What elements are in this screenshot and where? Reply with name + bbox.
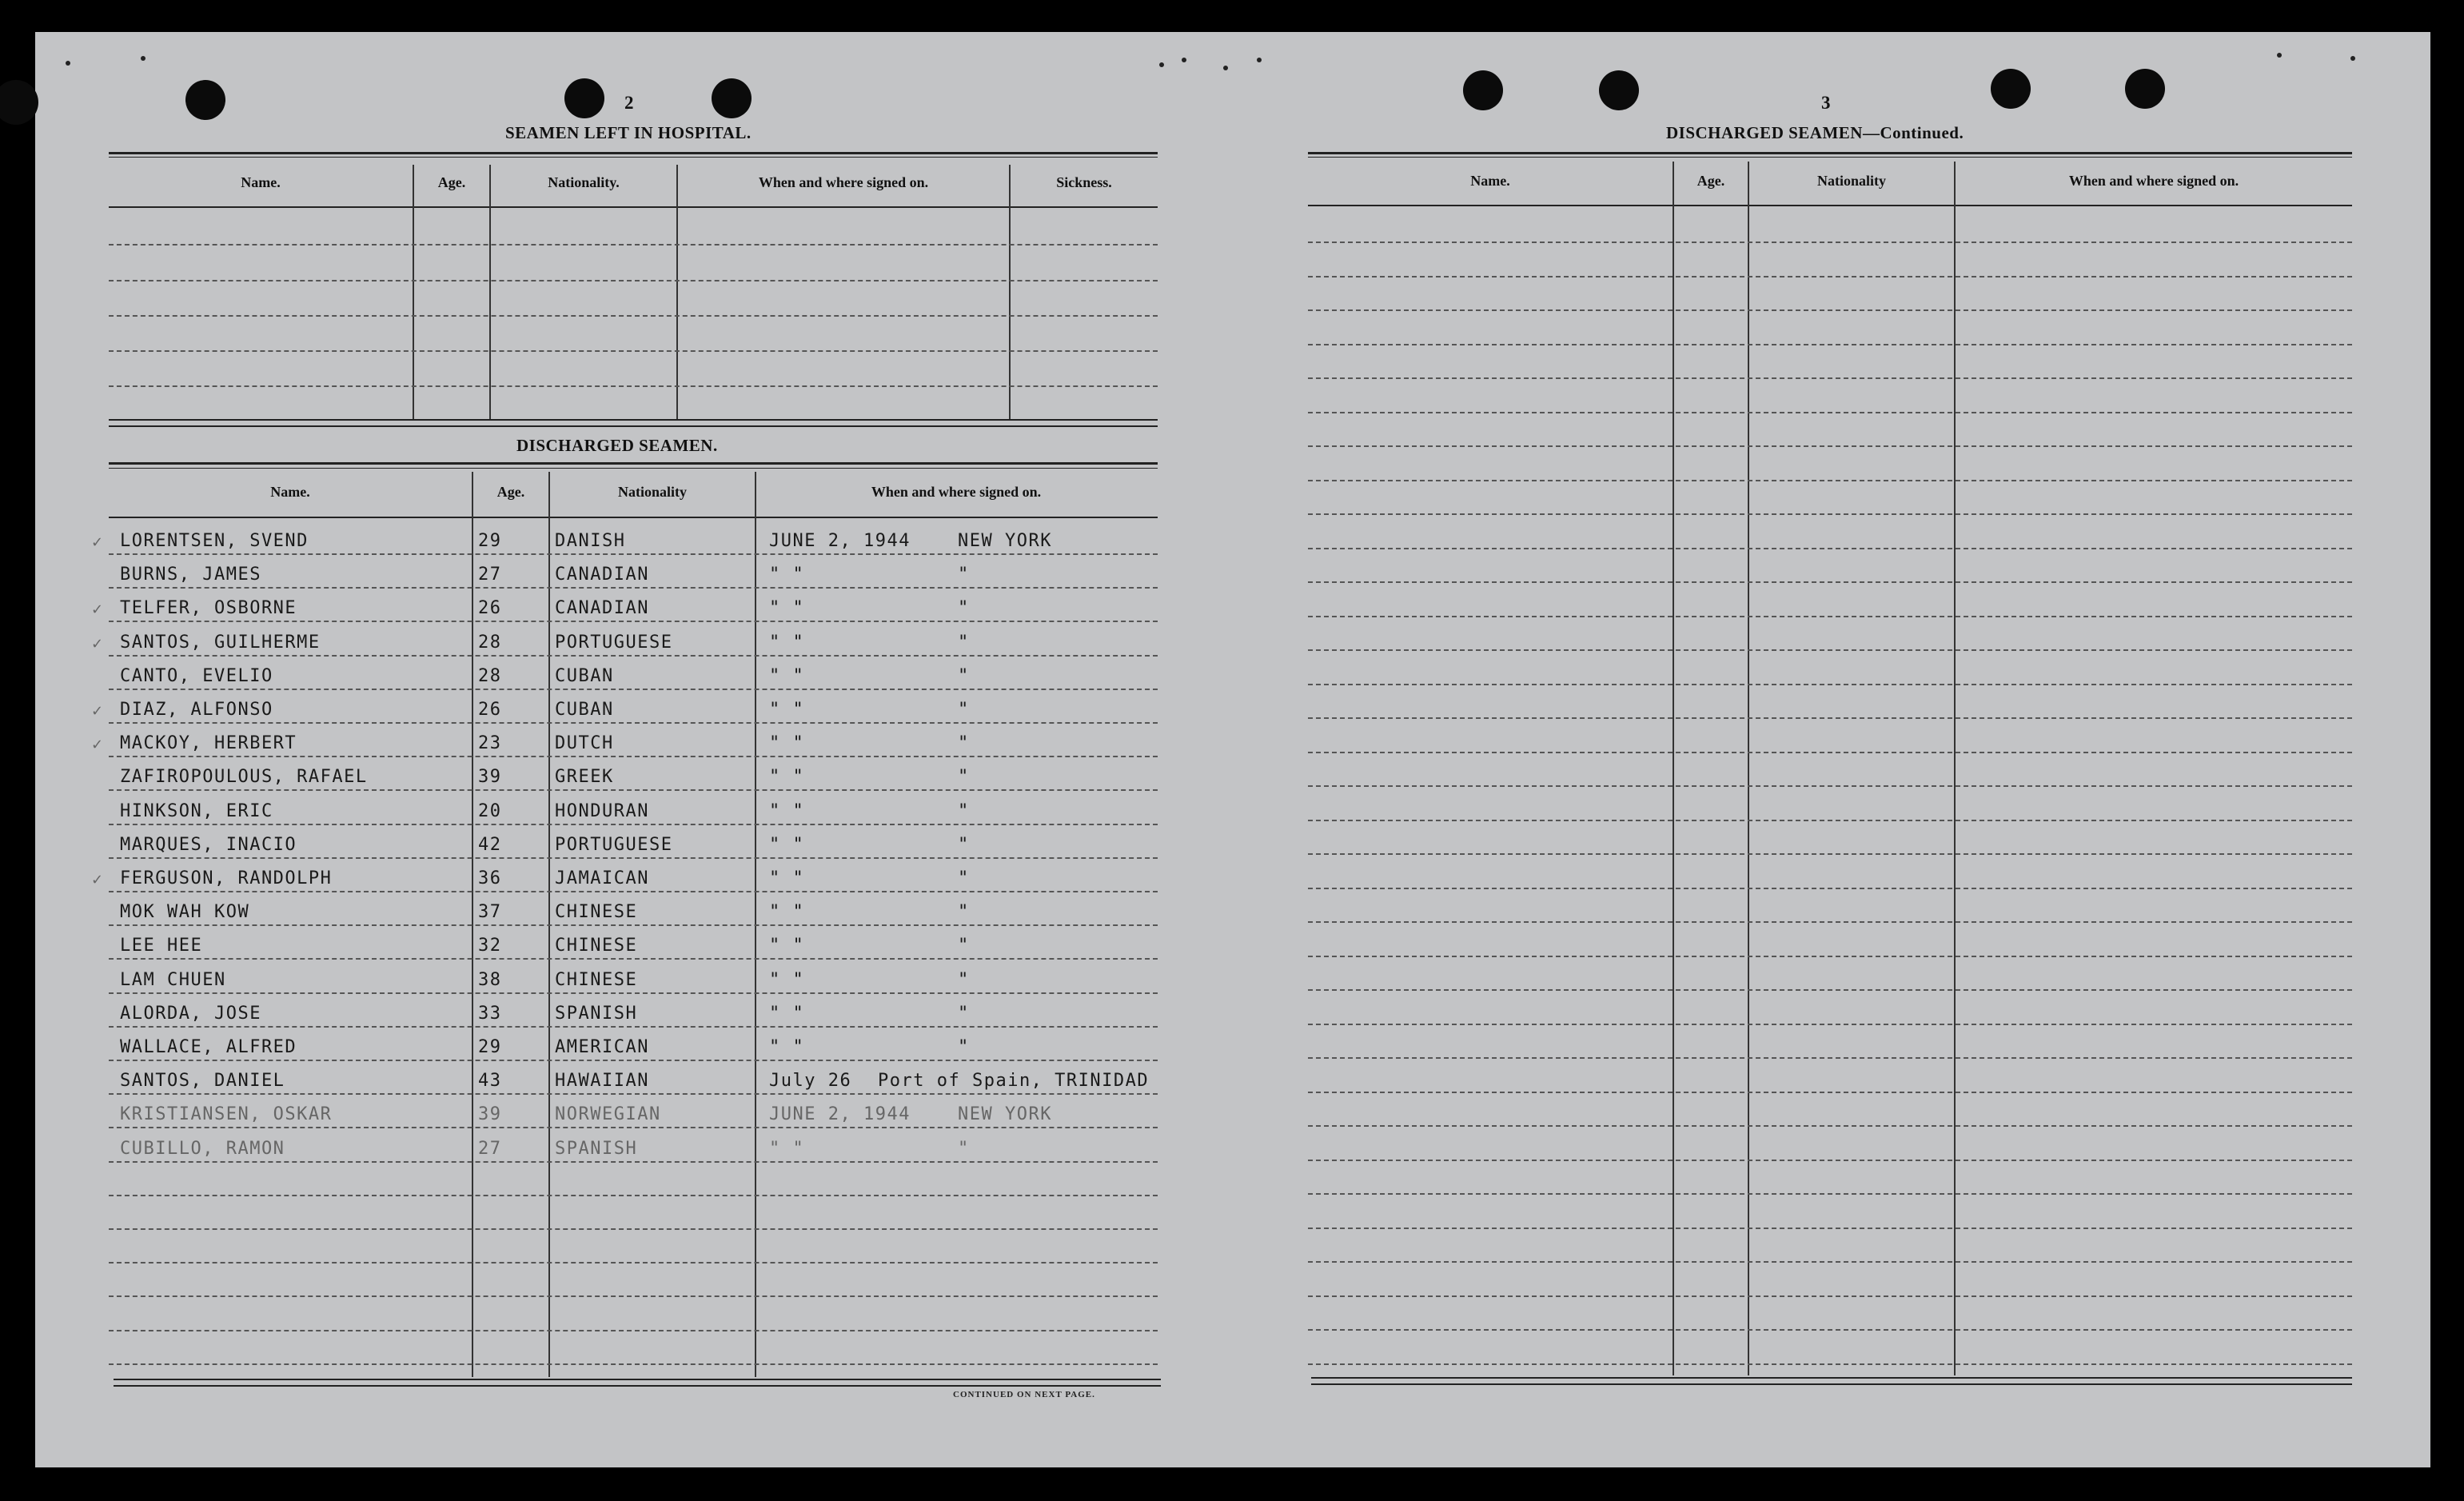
speck bbox=[66, 61, 70, 66]
signed-on-place: " bbox=[958, 632, 970, 653]
right-row-rule bbox=[1308, 989, 2352, 991]
seaman-age: 27 bbox=[478, 1138, 502, 1159]
discharged-header-rule bbox=[109, 517, 1158, 518]
signed-on-date: " " bbox=[769, 1037, 805, 1057]
discharged-row-rule bbox=[109, 992, 1158, 994]
seaman-name: CUBILLO, RAMON bbox=[120, 1138, 285, 1159]
punch-hole bbox=[0, 80, 38, 125]
signed-on-place: " bbox=[958, 936, 970, 956]
signed-on-date: " " bbox=[769, 1003, 805, 1024]
discharged-row-rule bbox=[109, 1161, 1158, 1163]
seaman-age: 32 bbox=[478, 936, 502, 956]
right-row-rule bbox=[1308, 513, 2352, 515]
seaman-name: WALLACE, ALFRED bbox=[120, 1037, 297, 1057]
seaman-name: KRISTIANSEN, OSKAR bbox=[120, 1104, 333, 1125]
discharged-row-rule bbox=[109, 1363, 1158, 1365]
discharged-row-rule bbox=[109, 655, 1158, 657]
hospital-row-rule bbox=[109, 315, 1158, 317]
seaman-age: 43 bbox=[478, 1071, 502, 1092]
right-row-rule bbox=[1308, 752, 2352, 753]
right-row-rule bbox=[1308, 309, 2352, 311]
right-row-rule bbox=[1308, 1160, 2352, 1161]
speck bbox=[141, 56, 146, 61]
punch-hole bbox=[185, 80, 225, 120]
check-mark-icon: ✓ bbox=[91, 601, 104, 619]
continued-note: CONTINUED ON NEXT PAGE. bbox=[953, 1390, 1095, 1399]
punch-hole bbox=[2125, 69, 2165, 109]
signed-on-place: " bbox=[958, 700, 970, 720]
signed-on-date: " " bbox=[769, 902, 805, 923]
seaman-nationality: PORTUGUESE bbox=[555, 834, 673, 855]
right-col-signed-on: When and where signed on. bbox=[2068, 173, 2239, 189]
right-row-rule bbox=[1308, 1261, 2352, 1263]
seaman-name: SANTOS, DANIEL bbox=[120, 1071, 285, 1092]
right-row-rule bbox=[1308, 1295, 2352, 1297]
seaman-nationality: CANADIAN bbox=[555, 598, 649, 619]
right-row-rule bbox=[1308, 1228, 2352, 1229]
seaman-nationality: CANADIAN bbox=[555, 565, 649, 585]
discharged-row-rule bbox=[109, 1026, 1158, 1028]
signed-on-place: " bbox=[958, 1037, 970, 1057]
right-row-rule bbox=[1308, 820, 2352, 821]
seaman-nationality: SPANISH bbox=[555, 1138, 638, 1159]
seaman-name: HINKSON, ERIC bbox=[120, 800, 273, 821]
discharged-row-rule bbox=[109, 1127, 1158, 1128]
seaman-age: 39 bbox=[478, 767, 502, 788]
speck bbox=[1257, 58, 1262, 62]
seaman-nationality: AMERICAN bbox=[555, 1037, 649, 1057]
right-top-rule-thin bbox=[1308, 157, 2352, 158]
discharged-row-rule bbox=[109, 1295, 1158, 1297]
signed-on-place: " bbox=[958, 969, 970, 990]
right-row-rule bbox=[1308, 548, 2352, 549]
check-mark-icon: ✓ bbox=[91, 635, 104, 653]
right-row-rule bbox=[1308, 853, 2352, 855]
signed-on-date: " " bbox=[769, 834, 805, 855]
right-row-rule bbox=[1308, 412, 2352, 413]
seaman-age: 42 bbox=[478, 834, 502, 855]
right-row-rule bbox=[1308, 242, 2352, 243]
right-row-rule bbox=[1308, 888, 2352, 889]
hospital-col-nationality: Nationality. bbox=[548, 174, 620, 190]
speck bbox=[2350, 56, 2355, 61]
right-col-name: Name. bbox=[1470, 173, 1510, 189]
seaman-age: 38 bbox=[478, 969, 502, 990]
seaman-age: 26 bbox=[478, 700, 502, 720]
discharged-row-rule bbox=[109, 1195, 1158, 1196]
right-row-rule bbox=[1308, 1125, 2352, 1127]
discharged-row-rule bbox=[109, 689, 1158, 690]
right-row-rule bbox=[1308, 480, 2352, 481]
right-row-rule bbox=[1308, 1024, 2352, 1025]
discharged-row-rule bbox=[109, 756, 1158, 757]
seaman-age: 33 bbox=[478, 1003, 502, 1024]
seaman-nationality: CUBAN bbox=[555, 665, 614, 686]
seaman-nationality: CHINESE bbox=[555, 936, 638, 956]
signed-on-date: " " bbox=[769, 767, 805, 788]
hospital-col-signed-on: When and where signed on. bbox=[758, 174, 929, 190]
signed-on-place: " bbox=[958, 767, 970, 788]
speck bbox=[1182, 58, 1186, 62]
signed-on-date: " " bbox=[769, 700, 805, 720]
right-top-rule bbox=[1308, 152, 2352, 154]
hospital-divider bbox=[413, 165, 414, 421]
seaman-nationality: PORTUGUESE bbox=[555, 632, 673, 653]
seaman-name: CANTO, EVELIO bbox=[120, 665, 273, 686]
punch-hole bbox=[712, 78, 752, 118]
signed-on-place: " bbox=[958, 800, 970, 821]
hospital-row-rule bbox=[109, 280, 1158, 281]
discharged-row-rule bbox=[109, 621, 1158, 622]
seaman-name: LEE HEE bbox=[120, 936, 203, 956]
right-row-rule bbox=[1308, 581, 2352, 583]
signed-on-date: July 26 bbox=[769, 1071, 852, 1092]
signed-on-place: NEW YORK bbox=[958, 531, 1052, 551]
signed-on-place: Port of Spain, TRINIDAD bbox=[878, 1071, 1150, 1092]
seaman-name: FERGUSON, RANDOLPH bbox=[120, 868, 333, 888]
discharged-bottom-rule bbox=[114, 1385, 1161, 1387]
seaman-age: 36 bbox=[478, 868, 502, 888]
seaman-name: DIAZ, ALFONSO bbox=[120, 700, 273, 720]
seaman-name: TELFER, OSBORNE bbox=[120, 598, 297, 619]
seaman-nationality: CHINESE bbox=[555, 902, 638, 923]
hospital-bottom-rule bbox=[109, 425, 1158, 427]
hospital-section-title: SEAMEN LEFT IN HOSPITAL. bbox=[505, 123, 752, 142]
seaman-nationality: SPANISH bbox=[555, 1003, 638, 1024]
seaman-age: 29 bbox=[478, 1037, 502, 1057]
signed-on-place: " bbox=[958, 565, 970, 585]
right-row-rule bbox=[1308, 956, 2352, 957]
speck bbox=[1223, 66, 1228, 70]
right-row-rule bbox=[1308, 344, 2352, 345]
discharged-row-rule bbox=[109, 891, 1158, 892]
discharged-row-rule bbox=[109, 1228, 1158, 1230]
seaman-age: 29 bbox=[478, 531, 502, 551]
check-mark-icon: ✓ bbox=[91, 534, 104, 551]
right-row-rule bbox=[1308, 649, 2352, 651]
hospital-row-rule bbox=[109, 244, 1158, 246]
seaman-name: MOK WAH KOW bbox=[120, 902, 250, 923]
right-row-rule bbox=[1308, 921, 2352, 923]
right-section-title: DISCHARGED SEAMEN—Continued. bbox=[1666, 123, 1964, 142]
page-number-left: 2 bbox=[624, 93, 634, 113]
right-row-rule bbox=[1308, 377, 2352, 379]
seaman-age: 27 bbox=[478, 565, 502, 585]
seaman-age: 20 bbox=[478, 800, 502, 821]
discharged-row-rule bbox=[109, 553, 1158, 555]
discharged-row-rule bbox=[109, 924, 1158, 926]
discharged-row-rule bbox=[109, 789, 1158, 791]
discharged-top-rule bbox=[109, 462, 1158, 465]
right-row-rule bbox=[1308, 717, 2352, 719]
signed-on-date: " " bbox=[769, 598, 805, 619]
right-bottom-rule bbox=[1311, 1383, 2352, 1385]
right-row-rule bbox=[1308, 1363, 2352, 1365]
check-mark-icon: ✓ bbox=[91, 703, 104, 720]
discharged-row-rule bbox=[109, 722, 1158, 724]
seaman-nationality: JAMAICAN bbox=[555, 868, 649, 888]
right-row-rule bbox=[1308, 785, 2352, 787]
signed-on-place: " bbox=[958, 665, 970, 686]
signed-on-date: " " bbox=[769, 969, 805, 990]
seaman-nationality: CHINESE bbox=[555, 969, 638, 990]
punch-hole bbox=[1991, 69, 2031, 109]
signed-on-date: " " bbox=[769, 565, 805, 585]
hospital-col-name: Name. bbox=[241, 174, 281, 190]
signed-on-place: " bbox=[958, 733, 970, 754]
discharged-col-nationality: Nationality bbox=[617, 484, 687, 500]
discharged-row-rule bbox=[109, 1060, 1158, 1061]
right-col-nationality: Nationality bbox=[1816, 173, 1886, 189]
right-row-rule bbox=[1308, 1329, 2352, 1331]
hospital-top-rule bbox=[109, 152, 1158, 154]
hospital-header-rule bbox=[109, 206, 1158, 208]
right-col-age: Age. bbox=[1696, 173, 1725, 189]
page-number-right: 3 bbox=[1821, 93, 1831, 113]
discharged-row-rule bbox=[109, 1330, 1158, 1331]
seaman-name: MARQUES, INACIO bbox=[120, 834, 297, 855]
hospital-top-rule-thin bbox=[109, 157, 1158, 158]
signed-on-date: " " bbox=[769, 632, 805, 653]
right-row-rule bbox=[1308, 445, 2352, 447]
signed-on-place: " bbox=[958, 598, 970, 619]
discharged-bottom-rule bbox=[114, 1379, 1161, 1380]
seaman-nationality: GREEK bbox=[555, 767, 614, 788]
seaman-name: ZAFIROPOULOUS, RAFAEL bbox=[120, 767, 368, 788]
seaman-name: SANTOS, GUILHERME bbox=[120, 632, 321, 653]
signed-on-place: " bbox=[958, 868, 970, 888]
discharged-row-rule bbox=[109, 1093, 1158, 1095]
seaman-age: 37 bbox=[478, 902, 502, 923]
seaman-age: 23 bbox=[478, 733, 502, 754]
hospital-row-rule bbox=[109, 385, 1158, 387]
signed-on-place: " bbox=[958, 1138, 970, 1159]
right-row-rule bbox=[1308, 1193, 2352, 1195]
hospital-divider bbox=[1009, 165, 1011, 421]
discharged-section-title: DISCHARGED SEAMEN. bbox=[516, 436, 718, 455]
signed-on-date: " " bbox=[769, 733, 805, 754]
discharged-col-signed-on: When and where signed on. bbox=[871, 484, 1042, 500]
hospital-row-rule bbox=[109, 350, 1158, 352]
seaman-name: LORENTSEN, SVEND bbox=[120, 531, 309, 551]
signed-on-date: JUNE 2, 1944 bbox=[769, 531, 911, 551]
speck bbox=[2277, 53, 2282, 58]
right-header-rule bbox=[1308, 205, 2352, 206]
discharged-row-rule bbox=[109, 824, 1158, 825]
seaman-age: 39 bbox=[478, 1104, 502, 1125]
signed-on-date: " " bbox=[769, 800, 805, 821]
seaman-nationality: DUTCH bbox=[555, 733, 614, 754]
seaman-age: 26 bbox=[478, 598, 502, 619]
hospital-col-sickness: Sickness. bbox=[1056, 174, 1112, 190]
discharged-row-rule bbox=[109, 587, 1158, 589]
right-row-rule bbox=[1308, 1057, 2352, 1059]
signed-on-date: " " bbox=[769, 1138, 805, 1159]
signed-on-place: " bbox=[958, 1003, 970, 1024]
right-row-rule bbox=[1308, 1092, 2352, 1093]
punch-hole bbox=[564, 78, 604, 118]
seaman-age: 28 bbox=[478, 665, 502, 686]
seaman-name: ALORDA, JOSE bbox=[120, 1003, 261, 1024]
seaman-name: MACKOY, HERBERT bbox=[120, 733, 297, 754]
right-row-rule bbox=[1308, 684, 2352, 685]
signed-on-date: JUNE 2, 1944 bbox=[769, 1104, 911, 1125]
discharged-col-age: Age. bbox=[496, 484, 525, 500]
discharged-col-name: Name. bbox=[270, 484, 310, 500]
signed-on-place: NEW YORK bbox=[958, 1104, 1052, 1125]
right-row-rule bbox=[1308, 616, 2352, 617]
seaman-name: BURNS, JAMES bbox=[120, 565, 261, 585]
signed-on-date: " " bbox=[769, 868, 805, 888]
hospital-bottom-rule bbox=[109, 419, 1158, 421]
punch-hole bbox=[1463, 70, 1503, 110]
seaman-age: 28 bbox=[478, 632, 502, 653]
check-mark-icon: ✓ bbox=[91, 872, 104, 888]
discharged-row-rule bbox=[109, 1262, 1158, 1263]
seaman-nationality: HONDURAN bbox=[555, 800, 649, 821]
seaman-nationality: NORWEGIAN bbox=[555, 1104, 661, 1125]
right-bottom-rule bbox=[1311, 1377, 2352, 1379]
seaman-name: LAM CHUEN bbox=[120, 969, 226, 990]
signed-on-place: " bbox=[958, 834, 970, 855]
discharged-row-rule bbox=[109, 958, 1158, 960]
seaman-nationality: CUBAN bbox=[555, 700, 614, 720]
seaman-nationality: HAWAIIAN bbox=[555, 1071, 649, 1092]
hospital-divider bbox=[489, 165, 491, 421]
seaman-nationality: DANISH bbox=[555, 531, 626, 551]
signed-on-date: " " bbox=[769, 665, 805, 686]
discharged-row-rule bbox=[109, 857, 1158, 859]
check-mark-icon: ✓ bbox=[91, 737, 104, 754]
hospital-col-age: Age. bbox=[437, 174, 466, 190]
document-page bbox=[35, 32, 2430, 1467]
signed-on-place: " bbox=[958, 902, 970, 923]
discharged-top-rule-thin bbox=[109, 468, 1158, 469]
punch-hole bbox=[1599, 70, 1639, 110]
right-row-rule bbox=[1308, 276, 2352, 277]
signed-on-date: " " bbox=[769, 936, 805, 956]
hospital-divider bbox=[676, 165, 678, 421]
speck bbox=[1159, 62, 1164, 67]
